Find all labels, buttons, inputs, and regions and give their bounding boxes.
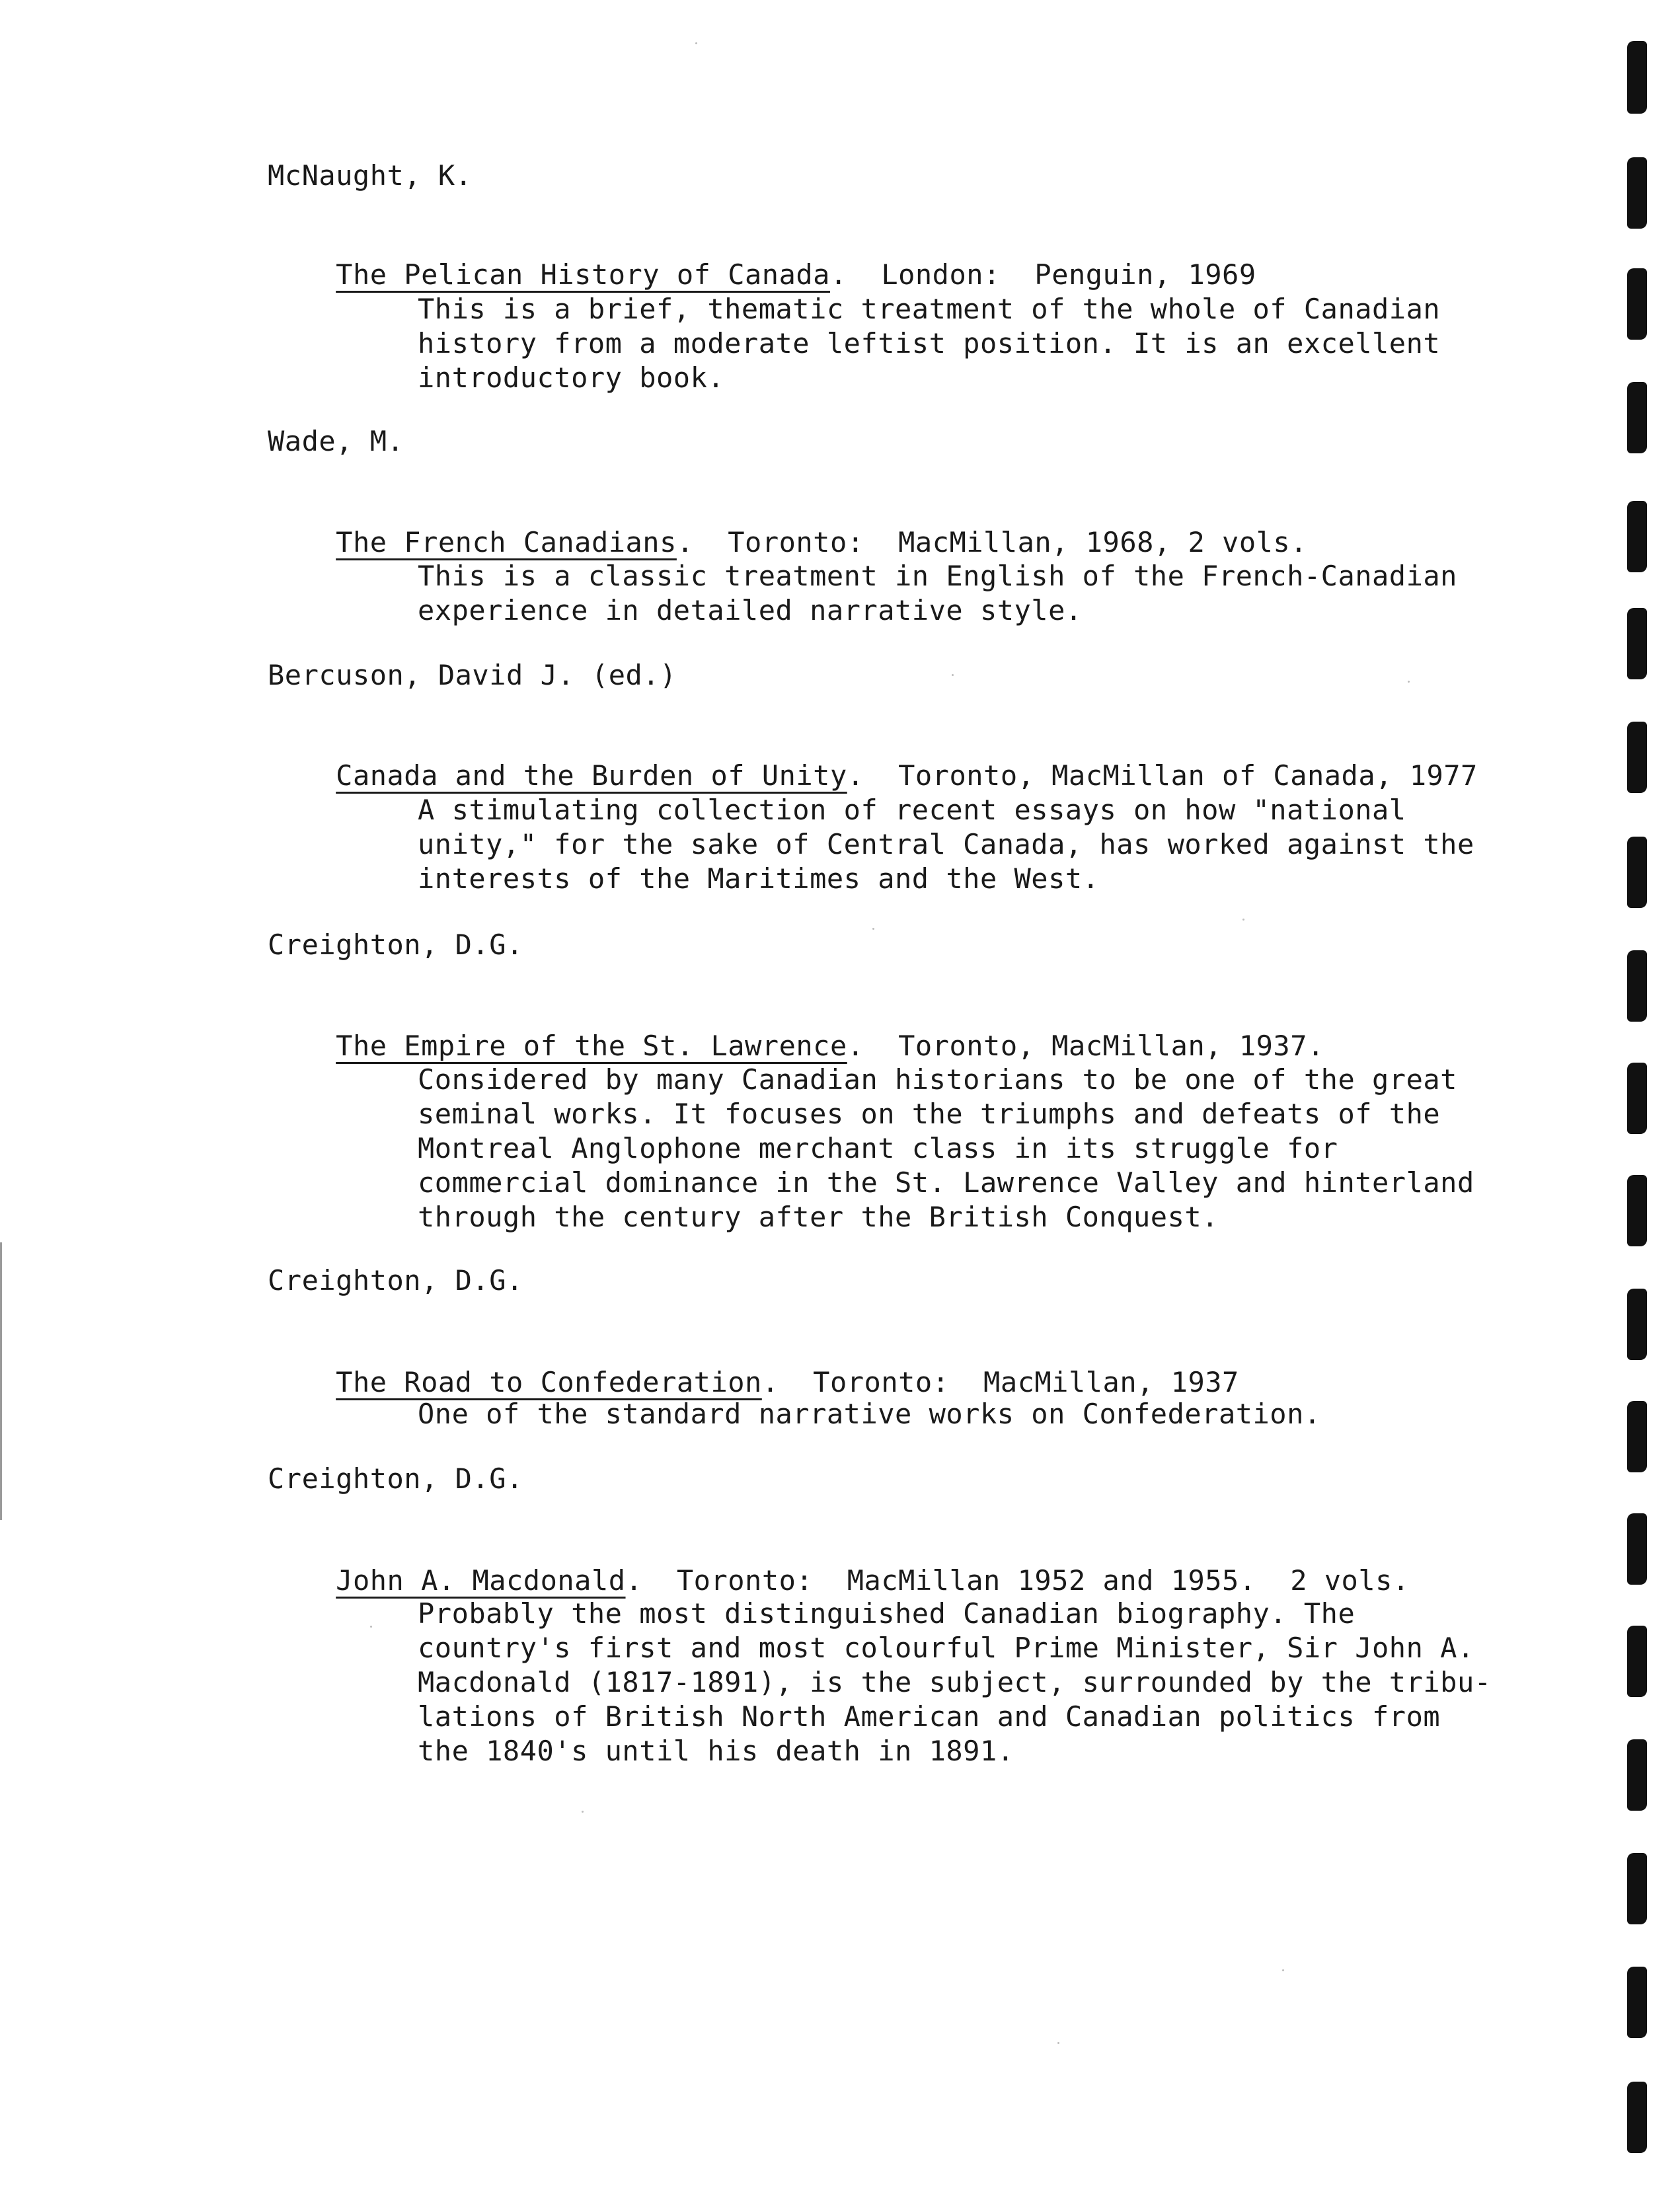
entry-title: Canada and the Burden of Unity: [336, 759, 847, 792]
scan-speck: [1282, 1969, 1284, 1971]
binding-hole: [1627, 1513, 1647, 1585]
binding-hole: [1627, 608, 1647, 679]
binding-hole: [1627, 1401, 1647, 1472]
binding-hole: [1627, 1063, 1647, 1134]
binding-hole: [1627, 950, 1647, 1022]
binding-hole: [1627, 1289, 1647, 1360]
binding-hole: [1627, 157, 1647, 229]
entry-author: Creighton, D.G.: [268, 1264, 523, 1297]
entry-author: Bercuson, David J. (ed.): [268, 659, 677, 691]
entry-publication: . London: Penguin, 1969: [829, 258, 1256, 291]
binding-hole: [1627, 1626, 1647, 1697]
entry-publication: . Toronto, MacMillan of Canada, 1977: [847, 759, 1478, 792]
entry-annotation: This is a classic treatment in English of the French-Canadian experience in detailed narrative style.: [418, 560, 1457, 626]
binding-hole: [1627, 268, 1647, 340]
entry-publication: . Toronto, MacMillan, 1937.: [847, 1030, 1324, 1062]
binding-hole: [1627, 382, 1647, 453]
binding-hole: [1627, 1739, 1647, 1811]
scan-speck: [952, 674, 954, 676]
binding-hole: [1627, 1967, 1647, 2038]
entry-author: McNaught, K.: [268, 159, 473, 192]
entry-author: Creighton, D.G.: [268, 1462, 523, 1495]
entry-title: The French Canadians: [336, 526, 677, 558]
entry-title: The Empire of the St. Lawrence: [336, 1030, 847, 1062]
binding-hole: [1627, 41, 1647, 114]
scan-speck: [695, 42, 697, 44]
entry-annotation: Considered by many Canadian historians to be one of the great seminal works. It focuses on the triumphs and defeats of the Montreal Anglophone merchant class in its struggle for commercial dominance in the St. Lawrence Valley and hinterland through the century after the British Conquest.: [418, 1063, 1474, 1233]
scan-speck: [1242, 919, 1244, 921]
entry-publication: . Toronto: MacMillan, 1937: [761, 1366, 1239, 1398]
entry-annotation: This is a brief, thematic treatment of the whole of Canadian history from a moderate leftist position. It is an excellent introductory book.: [418, 293, 1441, 394]
scan-speck: [1057, 2042, 1059, 2044]
entry-publication: . Toronto: MacMillan 1952 and 1955. 2 vols.: [625, 1564, 1410, 1597]
entry-author: Wade, M.: [268, 425, 404, 457]
binding-hole: [1627, 837, 1647, 908]
entry-annotation: Probably the most distinguished Canadian biography. The country's first and most colourful Prime Minister, Sir John A. Macdonald (1817-1891), is the subject, surrounded by the tribu- lations of British North American and Canadian politics from the 1840's until his death in 1891.: [418, 1597, 1492, 1767]
entry-annotation: A stimulating collection of recent essays on how "national unity," for the sake of Central Canada, has worked against the interests of the Maritimes and the West.: [418, 794, 1474, 895]
entry-title: The Road to Confederation: [336, 1366, 762, 1398]
scan-speck: [582, 1811, 584, 1813]
binding-hole: [1627, 1175, 1647, 1246]
binding-hole: [1627, 501, 1647, 572]
entry-title: The Pelican History of Canada: [336, 258, 830, 291]
entry-annotation: One of the standard narrative works on Confederation.: [418, 1398, 1321, 1430]
entry-publication: . Toronto: MacMillan, 1968, 2 vols.: [676, 526, 1307, 558]
entry-author: Creighton, D.G.: [268, 928, 523, 961]
page-edge-shadow: [0, 1242, 2, 1520]
scan-speck: [370, 1626, 372, 1628]
binding-hole: [1627, 722, 1647, 793]
entry-title: John A. Macdonald: [336, 1564, 626, 1597]
scan-speck: [872, 928, 874, 930]
scan-speck: [1408, 681, 1410, 683]
binding-hole: [1627, 1853, 1647, 1924]
binding-hole: [1627, 2082, 1647, 2153]
